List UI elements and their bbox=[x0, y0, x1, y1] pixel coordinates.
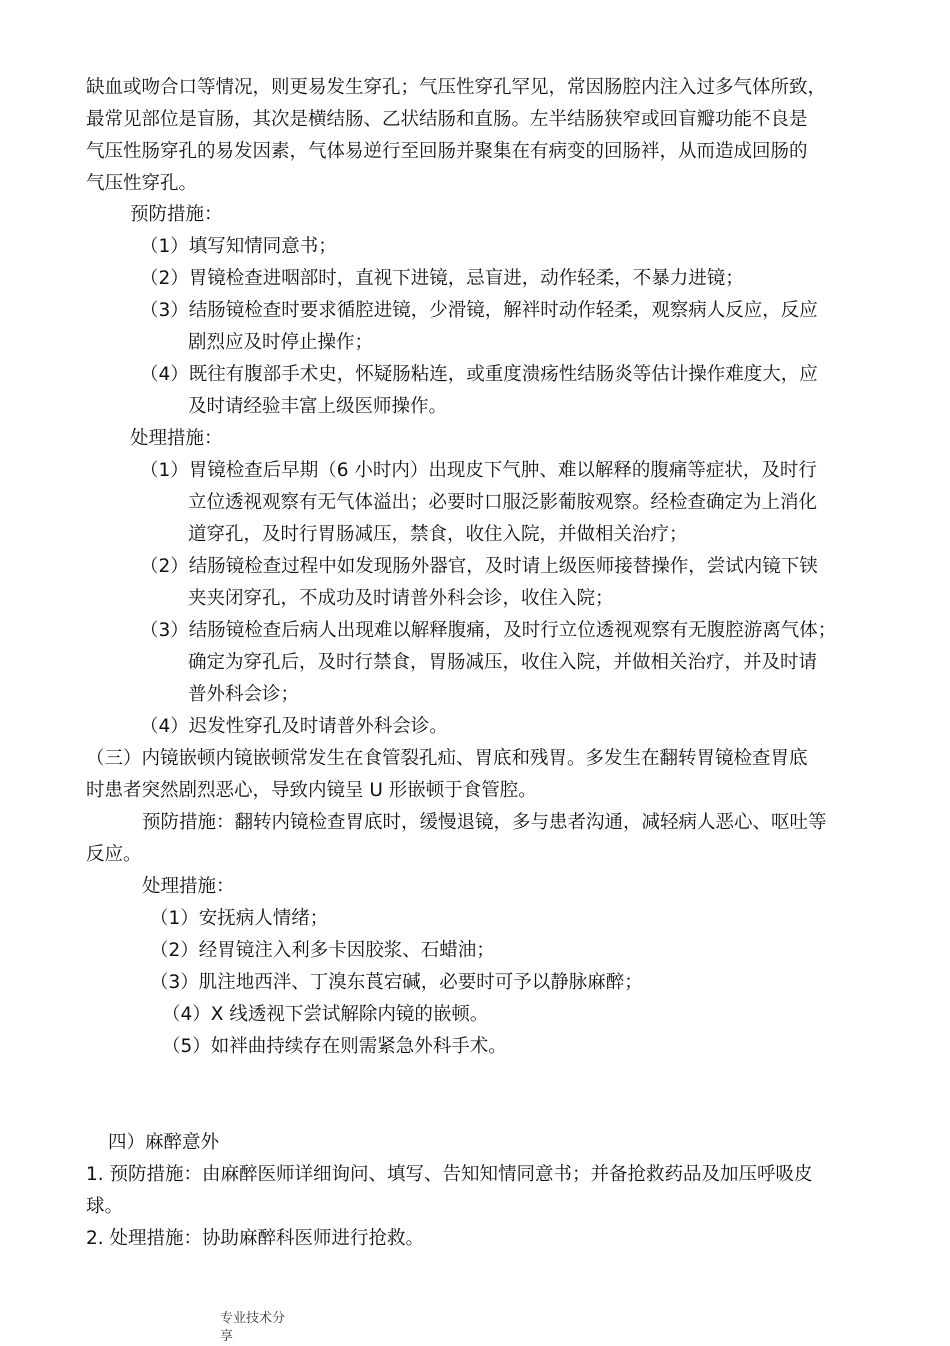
text-line: 气压性肠穿孔的易发因素，气体易逆行至回肠并聚集在有病变的回肠袢，从而造成回肠的 bbox=[86, 141, 808, 162]
list-item: （1）填写知情同意书； bbox=[140, 236, 337, 257]
list-item: （1）胃镜检查后早期（6 小时内）出现皮下气肿、难以解释的腹痛等症状，及时行 bbox=[140, 460, 817, 481]
section-heading: 预防措施： bbox=[130, 204, 223, 225]
list-item-continuation: 及时请经验丰富上级医师操作。 bbox=[188, 396, 448, 417]
text-line: 反应。 bbox=[86, 844, 142, 865]
section-heading: （三）内镜嵌顿内镜嵌顿常发生在食管裂孔疝、胃底和残胃。多发生在翻转胃镜检查胃底 bbox=[86, 748, 808, 769]
text-line: 最常见部位是盲肠，其次是横结肠、乙状结肠和直肠。左半结肠狭窄或回盲瓣功能不良是 bbox=[86, 109, 808, 130]
list-item: （2）结肠镜检查过程中如发现肠外器官，及时请上级医师接替操作，尝试内镜下铗 bbox=[140, 556, 818, 577]
section-heading: 四）麻醉意外 bbox=[108, 1132, 220, 1153]
text-line: 2. 处理措施：协助麻醉科医师进行抢救。 bbox=[86, 1228, 425, 1249]
text-line: 预防措施：翻转内镜检查胃底时，缓慢退镜，多与患者沟通，减轻病人恶心、呕吐等 bbox=[142, 812, 827, 833]
list-item: （3）结肠镜检查后病人出现难以解释腹痛，及时行立位透视观察有无腹腔游离气体； bbox=[140, 620, 837, 641]
list-item-continuation: 夹夹闭穿孔，不成功及时请普外科会诊，收住入院； bbox=[188, 588, 614, 609]
list-item-continuation: 道穿孔，及时行胃肠减压，禁食，收住入院，并做相关治疗； bbox=[188, 524, 688, 545]
text-line: 气压性穿孔。 bbox=[86, 173, 198, 194]
list-item: （1）安抚病人情绪； bbox=[150, 908, 329, 929]
list-item: （2）经胃镜注入利多卡因胶浆、石蜡油； bbox=[150, 940, 495, 961]
list-item-continuation: 剧烈应及时停止操作； bbox=[188, 332, 374, 353]
list-item: （4）X 线透视下尝试解除内镜的嵌顿。 bbox=[162, 1004, 489, 1025]
text-line: 缺血或吻合口等情况，则更易发生穿孔；气压性穿孔罕见，常因肠腔内注入过多气体所致， bbox=[86, 77, 827, 98]
section-heading: 处理措施： bbox=[142, 876, 235, 897]
list-item: （4）迟发性穿孔及时请普外科会诊。 bbox=[140, 716, 448, 737]
list-item-continuation: 普外科会诊； bbox=[188, 684, 300, 705]
list-item: （3）结肠镜检查时要求循腔进镜，少滑镜，解袢时动作轻柔，观察病人反应，反应 bbox=[140, 300, 818, 321]
text-line: 时患者突然剧烈恶心，导致内镜呈 U 形嵌顿于食管腔。 bbox=[86, 780, 537, 801]
list-item: （5）如袢曲持续存在则需紧急外科手术。 bbox=[162, 1036, 507, 1057]
text-line: 球。 bbox=[86, 1196, 124, 1217]
page-footer: 专业技术分享 bbox=[220, 1311, 286, 1344]
list-item-continuation: 确定为穿孔后，及时行禁食，胃肠减压，收住入院，并做相关治疗，并及时请 bbox=[188, 652, 818, 673]
text-line: 1. 预防措施：由麻醉医师详细询问、填写、告知知情同意书；并备抢救药品及加压呼吸皮 bbox=[86, 1164, 813, 1185]
list-item: （4）既往有腹部手术史，怀疑肠粘连，或重度溃疡性结肠炎等估计操作难度大，应 bbox=[140, 364, 818, 385]
list-item: （2）胃镜检查进咽部时，直视下进镜，忌盲进，动作轻柔，不暴力进镜； bbox=[140, 268, 744, 289]
list-item-continuation: 立位透视观察有无气体溢出；必要时口服泛影葡胺观察。经检查确定为上消化 bbox=[188, 492, 818, 513]
list-item: （3）肌注地西泮、丁溴东莨宕碱，必要时可予以静脉麻醉； bbox=[150, 972, 643, 993]
section-heading: 处理措施： bbox=[130, 428, 223, 449]
